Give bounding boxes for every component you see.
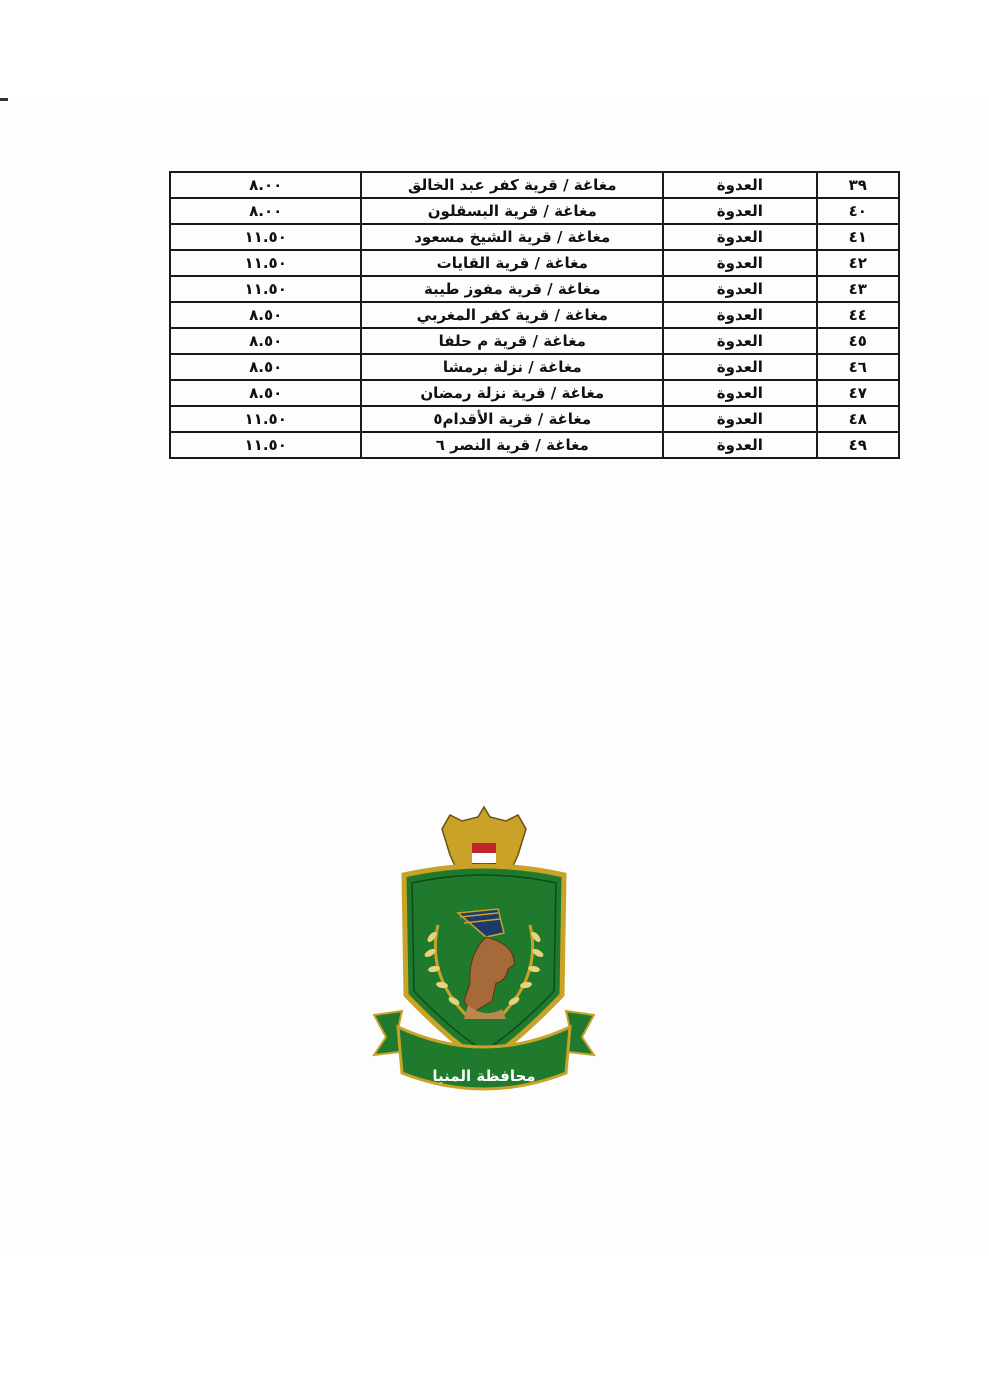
center-cell: العدوة [663, 380, 816, 406]
value-cell: ٨.٠٠ [170, 198, 361, 224]
place-cell: مغاغة / قرية م حلفا [361, 328, 663, 354]
value-cell: ١١.٥٠ [170, 250, 361, 276]
row-number-cell: ٤٩ [817, 432, 899, 458]
center-cell: العدوة [663, 432, 816, 458]
table-row [170, 276, 899, 302]
value-cell: ١١.٥٠ [170, 276, 361, 302]
scan-mark [0, 98, 8, 101]
table-row [170, 432, 899, 458]
center-cell: العدوة [663, 328, 816, 354]
place-cell: مغاغة / قرية مفوز طيبة [361, 276, 663, 302]
center-cell: العدوة [663, 198, 816, 224]
value-cell: ٨.٥٠ [170, 328, 361, 354]
place-cell: مغاغة / قرية البسقلون [361, 198, 663, 224]
place-cell: مغاغة / قرية القايات [361, 250, 663, 276]
row-number-cell: ٤٨ [817, 406, 899, 432]
value-cell: ٨.٥٠ [170, 354, 361, 380]
place-cell: مغاغة / قرية كفر عبد الخالق [361, 172, 663, 198]
value-cell: ٨.٠٠ [170, 172, 361, 198]
place-cell: مغاغة / نزلة برمشا [361, 354, 663, 380]
value-cell: ٨.٥٠ [170, 302, 361, 328]
place-cell: مغاغة / قرية كفر المغربي [361, 302, 663, 328]
row-number-cell: ٤١ [817, 224, 899, 250]
row-number-cell: ٤٧ [817, 380, 899, 406]
center-cell: العدوة [663, 172, 816, 198]
table-row [170, 224, 899, 250]
center-cell: العدوة [663, 406, 816, 432]
value-cell: ١١.٥٠ [170, 224, 361, 250]
row-number-cell: ٤٤ [817, 302, 899, 328]
value-cell: ١١.٥٠ [170, 406, 361, 432]
emblem-caption: محافظة المنيا [432, 1067, 536, 1085]
table-row [170, 198, 899, 224]
row-number-cell: ٤٢ [817, 250, 899, 276]
center-cell: العدوة [663, 224, 816, 250]
row-number-cell: ٤٥ [817, 328, 899, 354]
value-cell: ١١.٥٠ [170, 432, 361, 458]
table-row [170, 406, 899, 432]
center-cell: العدوة [663, 354, 816, 380]
table-row [170, 172, 899, 198]
place-cell: مغاغة / قرية الشيخ مسعود [361, 224, 663, 250]
villages-table [169, 171, 900, 459]
place-cell: مغاغة / قرية نزلة رمضان [361, 380, 663, 406]
center-cell: العدوة [663, 276, 816, 302]
row-number-cell: ٤٠ [817, 198, 899, 224]
row-number-cell: ٤٣ [817, 276, 899, 302]
table-body [170, 172, 899, 458]
table-row [170, 250, 899, 276]
table-row [170, 354, 899, 380]
table-row [170, 380, 899, 406]
place-cell: مغاغة / قرية النصر ٦ [361, 432, 663, 458]
row-number-cell: ٣٩ [817, 172, 899, 198]
minya-governorate-emblem [368, 805, 600, 1105]
value-cell: ٨.٥٠ [170, 380, 361, 406]
row-number-cell: ٤٦ [817, 354, 899, 380]
center-cell: العدوة [663, 250, 816, 276]
center-cell: العدوة [663, 302, 816, 328]
table-row [170, 328, 899, 354]
table-row [170, 302, 899, 328]
place-cell: مغاغة / قرية الأقدام٥ [361, 406, 663, 432]
